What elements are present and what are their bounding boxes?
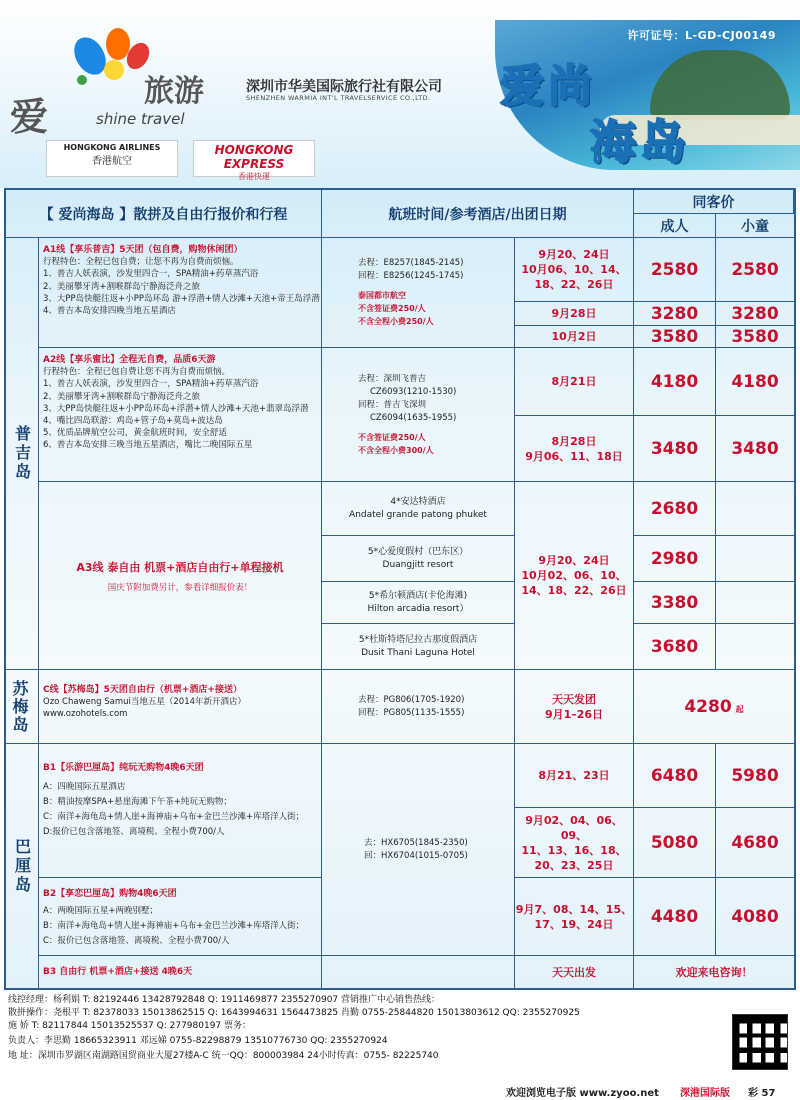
c-price-value: 4280: [684, 696, 732, 717]
hotel-name-zh: 5*杜斯特塔尼拉古那度假酒店: [358, 634, 478, 645]
c-date: 天天发团 9月1–26日: [515, 670, 634, 744]
a1-itinerary: [39, 238, 322, 348]
hotel-name-en: Hilton arcadia resort）: [367, 603, 469, 614]
brand-name-zh-2: 旅游: [144, 74, 204, 109]
b1-adult-price: 5080: [634, 808, 716, 878]
c-title: C线【苏梅岛】5天团自由行（机票+酒店+接送）: [43, 685, 242, 695]
a3-price: 3380: [634, 582, 716, 624]
a3-itinerary: [39, 482, 322, 670]
b3-consult: 欢迎来电咨询！: [675, 965, 753, 979]
a2-line: 行程特色：全程已包自费让您不再为自费而烦恼。: [43, 367, 231, 378]
contact-footer: [4, 992, 796, 1080]
flight-out: 去：HX6705(1845-2350): [364, 837, 468, 848]
b3-title: B3 自由行 机票+酒店+接送 4晚6天: [43, 967, 193, 977]
note: 不含全程小费300/人: [358, 445, 434, 455]
dest-phuket: 普吉岛: [6, 238, 39, 670]
a2-line: 1、普吉人妖表演，沙发里四合一，SPA精油+药草蒸汽浴: [43, 379, 259, 390]
b1-child-price: 4680: [716, 808, 794, 878]
flight-out: 去程：PG806(1705-1920): [358, 694, 465, 705]
b1-line: C：南洋+海龟岛+情人崖+海神庙+乌布+金巴兰沙滩+库塔洋人街；: [43, 812, 305, 823]
b1-child-price: 5980: [716, 744, 794, 808]
a2-line: 2、美丽攀牙湾+割喉群岛宁静海泛舟之旅: [43, 391, 201, 402]
hongkong-airlines-logo: [46, 140, 178, 177]
a2-line: 4、嘴比四岛联游：鸡岛+管子岛+莫岛+波达岛: [43, 416, 223, 427]
b2-child-price: 4080: [716, 878, 794, 956]
a1-child-price: 2580: [716, 238, 794, 302]
a2-date: 8月28日 9月06、11、18日: [515, 416, 634, 482]
a2-line: 6、普吉本岛安排三晚当地五星酒店，嘴比二晚国际五星: [43, 440, 253, 451]
license-number: 许可证号：L-GD-CJ00149: [627, 29, 776, 42]
flight-back: 回：HX6704(1015-0705): [364, 850, 468, 861]
header-child: 小童: [716, 214, 794, 238]
company-name: 深圳市华美国际旅行社有限公司: [246, 79, 442, 95]
a1-date: 9月28日: [515, 302, 634, 326]
contact-row: 散拼操作：尧根平 T: 82378033 15013862515 Q: 1643994631 1564473825 肖勤 0755-25844820 15013803612 QQ: 2355270925: [8, 1008, 580, 1018]
b2-title: B2【享恋巴厘岛】购物4晚6天团: [43, 889, 177, 899]
dest-bali: 巴厘岛: [6, 744, 39, 988]
a3-price: 2680: [634, 482, 716, 536]
a3-price: 3680: [634, 624, 716, 670]
empty-cell: [716, 536, 794, 582]
a1-child-price: 3280: [716, 302, 794, 326]
c-price-suffix: 起: [735, 705, 744, 714]
a1-flight: [322, 238, 515, 348]
b2-line: C：报价已包含落地签、离境税、全程小费700/人: [43, 936, 230, 947]
empty-cell: [322, 956, 515, 988]
header-banner: [0, 0, 800, 188]
header-itinerary: 【 爱尚海岛 】散拼及自由行报价和行程: [6, 190, 322, 238]
b2-itinerary: [39, 878, 322, 956]
empty-cell: [716, 482, 794, 536]
a1-child-price: 3580: [716, 326, 794, 348]
empty-cell: [716, 582, 794, 624]
a2-adult-price: 3480: [634, 416, 716, 482]
banner-title-2: 海岛: [590, 115, 690, 169]
header-adult: 成人: [634, 214, 716, 238]
b1-itinerary: [39, 744, 322, 878]
empty-cell: [716, 624, 794, 670]
a3-hotel: [322, 624, 515, 670]
brand-name-zh-1: 爱: [10, 95, 49, 139]
a1-adult-price: 3580: [634, 326, 716, 348]
a1-date: 10月2日: [515, 326, 634, 348]
a2-child-price: 3480: [716, 416, 794, 482]
contact-row: 施 娇 T: 82117844 15013525537 Q: 277980197 票务：: [8, 1021, 252, 1031]
brand-logo: [8, 24, 238, 139]
a1-line: 4、普吉本岛安排四晚当地五星酒店: [43, 306, 176, 317]
b3-itinerary: [39, 956, 322, 988]
price-table: [4, 188, 796, 990]
b1-title: B1【乐游巴厘岛】纯玩无购物4晚6天团: [43, 763, 204, 773]
b1-line: B：精油按摩SPA+悬崖海滩下午茶+纯玩无购物；: [43, 797, 232, 808]
a3-hotel: [322, 582, 515, 624]
hotel-name-en: Andatel grande patong phuket: [349, 509, 487, 520]
contact-row: 负责人：李思勤 18665323911 邓远娣 0755-82298879 13510776730 QQ: 2355270924: [8, 1036, 388, 1046]
note: 不含全程小费250/人: [358, 317, 434, 326]
b2-date: 9月7、08、14、15、 17、19、24日: [515, 878, 634, 956]
b2-line: B：南洋+海龟岛+情人崖+海神庙+乌布+金巴兰沙滩+库塔洋人街；: [43, 921, 305, 932]
page-footer-bar: [0, 1082, 800, 1100]
b1-line: D:报价已包含落地签、离境税、全程小费700/人: [43, 827, 225, 838]
a2-child-price: 4180: [716, 348, 794, 416]
c-line: Ozo Chaweng Samui当地五星（2014年新开酒店）: [43, 697, 247, 708]
dest-samui: 苏梅岛: [6, 670, 39, 744]
contact-row: 线控经理：杨利娟 T: 82192446 13428792848 Q: 1911469877 2355270907 营销推广中心销售热线：: [8, 995, 441, 1005]
a2-line: 5、优质品牌航空公司，黄金航班时间，安全舒适: [43, 428, 227, 439]
header-flight: 航班时间/参考酒店/出团日期: [322, 190, 634, 238]
a1-line: 3、大PP岛快艇往返+小PP岛环岛 游+浮潜+情人沙滩+天池+帝王岛浮潜: [43, 293, 320, 304]
a2-flight: [322, 348, 515, 482]
a2-line: 3、大PP岛快艇往返+小PP岛环岛+浮潜+情人沙滩+天池+翡翠岛浮潜: [43, 403, 309, 414]
flight-out-number: CZ6093(1210-1530): [370, 386, 457, 397]
company-name-en: SHENZHEN WARMIA INT'L TRAVELSERVICE CO.,LTD.: [246, 94, 431, 102]
b1-adult-price: 6480: [634, 744, 716, 808]
note: 不含签证费250/人: [358, 432, 426, 442]
airline-name-en: HONGKONG EXPRESS: [214, 143, 294, 171]
flight-out: 去程：E8257(1845-2145): [358, 258, 464, 268]
b2-adult-price: 4480: [634, 878, 716, 956]
b-flight: [322, 744, 515, 956]
b1-date: 9月02、04、06、09、 11、13、16、18、 20、23、25日: [515, 808, 634, 878]
a1-line: 1、普吉人妖表演，沙发里四合一，SPA精油+药草蒸汽浴: [43, 269, 259, 280]
a3-note: 国庆节附加费另计，参看详细报价表！: [107, 582, 253, 593]
a1-line: 行程特色：全程已包自费；让您不再为自费而烦恼。: [43, 257, 239, 268]
a2-title: A2线【享乐蜜比】全程无自费，品质6天游: [43, 355, 216, 365]
hotel-name-en: Duangjitt resort: [382, 559, 454, 570]
b1-date: 8月21、23日: [515, 744, 634, 808]
page-number: 彩 57: [748, 1088, 776, 1099]
c-line: www.ozohotels.com: [43, 709, 128, 720]
header-price: 同客价: [634, 190, 794, 214]
hotel-name-en: Dusit Thani Laguna Hotel: [361, 647, 475, 658]
a1-date: 9月20、24日 10月06、10、14、 18、22、26日: [515, 238, 634, 302]
a1-line: 2、美丽攀牙湾+割喉群岛宁静海泛舟之旅: [43, 281, 201, 292]
flight-out: 去程：深圳飞普吉: [358, 373, 427, 384]
c-itinerary: [39, 670, 322, 744]
c-price: [634, 670, 794, 744]
banner-title-1: 爱尚: [500, 61, 596, 112]
flight-back: 回程：普吉飞深圳: [358, 399, 427, 410]
a2-adult-price: 4180: [634, 348, 716, 416]
qr-code-icon: [732, 1014, 788, 1070]
flight-back: 回程：E8256(1245-1745): [358, 271, 464, 281]
a1-adult-price: 3280: [634, 302, 716, 326]
b3-date: 天天出发: [515, 956, 634, 988]
airline-name-en: HONGKONG AIRLINES: [63, 143, 161, 152]
contact-row: 地 址：深圳市罗湖区南湖路国贸商业大厦27楼A-C 统一QQ：800003984 24小时传真：0755- 82225740: [8, 1051, 439, 1061]
browse-url: 欢迎浏览电子版 www.zyoo.net: [506, 1088, 659, 1099]
hotel-name-zh: 4*安达特酒店: [390, 496, 446, 507]
hongkong-express-logo: [193, 140, 315, 181]
a2-date: 8月21日: [515, 348, 634, 416]
edition-name: 深港国际版: [680, 1088, 730, 1099]
hotel-name-zh: 5*希尔顿酒店(卡伦海滩): [368, 590, 468, 601]
a3-date: 9月20、24日 10月02、06、10、 14、18、22、26日: [515, 482, 634, 670]
a2-itinerary: [39, 348, 322, 482]
brand-name-en: shine travel: [96, 110, 185, 128]
a3-hotel: [322, 482, 515, 536]
a3-hotel: [322, 536, 515, 582]
a1-adult-price: 2580: [634, 238, 716, 302]
note: 泰国都市航空: [358, 291, 406, 300]
a3-price: 2980: [634, 536, 716, 582]
flight-back-number: CZ6094(1635-1955): [370, 412, 457, 423]
airline-name-zh: 香港航空: [92, 156, 132, 167]
b2-line: A：两晚国际五星+两晚别墅；: [43, 906, 158, 917]
airline-name-zh: 香港快運: [238, 172, 270, 181]
c-flight: [322, 670, 515, 744]
a1-title: A1线【享乐普吉】5天团（包自费，购物休闲团）: [43, 245, 243, 255]
a3-title: A3线 泰自由 机票+酒店自由行+单程接机: [76, 560, 284, 574]
b1-line: A：四晚国际五星酒店: [43, 782, 126, 793]
note: 不含签证费250/人: [358, 304, 426, 313]
hotel-name-zh: 5*心爱度假村（巴东区）: [367, 546, 469, 557]
flight-back: 回程：PG805(1135-1555): [358, 707, 465, 718]
